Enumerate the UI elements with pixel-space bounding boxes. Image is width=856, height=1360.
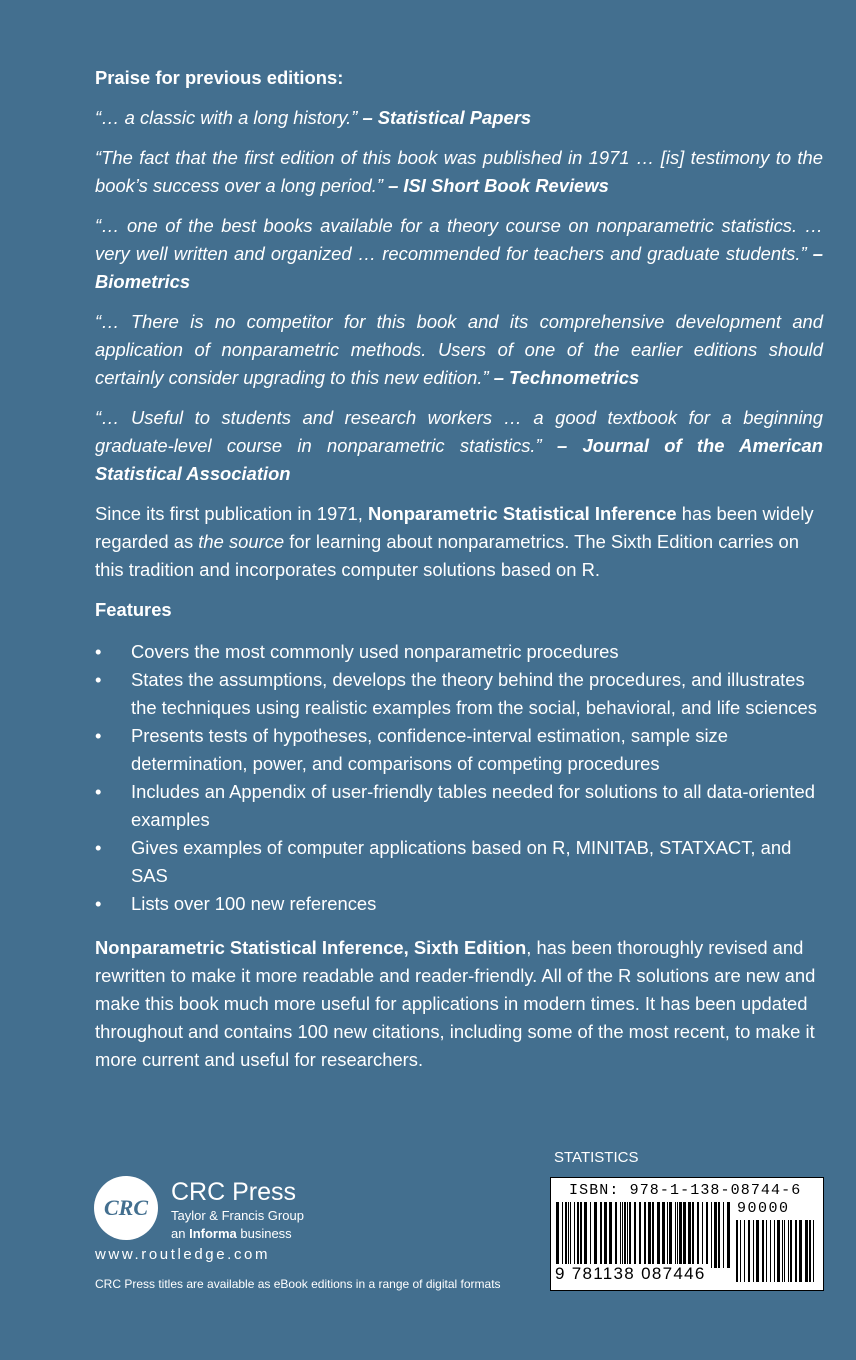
quote-source: – Journal of the American Statistical Association bbox=[95, 435, 823, 484]
barcode-bar bbox=[788, 1220, 789, 1282]
quote-text: “The fact that the first edition of this book was published in 1971 … [is] testimony to the book’s success over a long period.” bbox=[95, 147, 823, 196]
quote-text: “… Useful to students and research workers … a good textbook for a beginning graduate-level course in nonparametric statistics.” bbox=[95, 407, 823, 456]
barcode-bar bbox=[657, 1202, 660, 1268]
barcode-bar bbox=[697, 1202, 699, 1268]
barcode-bar bbox=[790, 1220, 792, 1282]
barcode-bar bbox=[683, 1202, 686, 1268]
barcode-bar bbox=[590, 1202, 591, 1268]
barcode-bar bbox=[639, 1202, 641, 1268]
barcode-bar bbox=[584, 1202, 587, 1268]
quote-jasa bbox=[95, 404, 823, 488]
quote-text: “… one of the best books available for a theory course on nonparametric statistics. … very well written and organized … recommended for teachers and graduate students.” bbox=[95, 215, 823, 264]
barcode-bar bbox=[748, 1220, 750, 1282]
bullet-icon: • bbox=[95, 641, 102, 662]
barcode-bar bbox=[556, 1202, 559, 1268]
quote-source: – Biometrics bbox=[95, 243, 823, 292]
business-suffix: business bbox=[236, 1226, 292, 1241]
quote-source: – ISI Short Book Reviews bbox=[388, 175, 609, 196]
quote-text: “… a classic with a long history.” bbox=[95, 107, 358, 128]
barcode-bar bbox=[762, 1220, 764, 1282]
intro-paragraph bbox=[95, 500, 823, 584]
feature-text: Presents tests of hypotheses, confidence-interval estimation, sample size determination, power, and comparisons of competing procedures bbox=[131, 725, 728, 774]
feature-text: States the assumptions, develops the theory behind the procedures, and illustrates the techniques using realistic examples from the social, behavioral, and life sciences bbox=[131, 669, 817, 718]
subject-category: STATISTICS bbox=[554, 1149, 639, 1166]
intro-part1: Since its first publication in 1971, bbox=[95, 503, 368, 524]
barcode-bar bbox=[644, 1202, 646, 1268]
business-name: Informa bbox=[189, 1226, 237, 1241]
barcode-digits: 9 781138 087446 bbox=[555, 1264, 706, 1283]
barcode-bar bbox=[604, 1202, 607, 1268]
isbn-barcode bbox=[550, 1177, 824, 1291]
barcode-bars bbox=[555, 1202, 731, 1268]
publisher-name: CRC Press bbox=[171, 1178, 297, 1206]
barcode-bar bbox=[813, 1220, 814, 1282]
quote-text: “… There is no competitor for this book and its comprehensive development and application of nonparametric methods. Users of one of the earlier editions should certainly consider upgrading to this new edition.” bbox=[95, 311, 823, 388]
barcode-bar bbox=[805, 1220, 808, 1282]
publisher-logo bbox=[94, 1176, 394, 1246]
summary-paragraph bbox=[95, 934, 823, 1074]
features-list bbox=[95, 638, 823, 918]
barcode-bar bbox=[782, 1220, 783, 1282]
barcode-bar bbox=[723, 1202, 724, 1268]
ebook-note: CRC Press titles are available as eBook editions in a range of digital formats bbox=[95, 1277, 501, 1291]
features-heading: Features bbox=[95, 599, 172, 620]
barcode-bar bbox=[634, 1202, 636, 1268]
intro-book-title: Nonparametric Statistical Inference bbox=[367, 503, 677, 524]
barcode-bar bbox=[714, 1202, 717, 1268]
barcode-bar bbox=[652, 1202, 654, 1268]
list-item bbox=[95, 890, 823, 918]
publisher-business bbox=[171, 1226, 292, 1242]
quote-technometrics bbox=[95, 308, 823, 392]
barcode-bar bbox=[609, 1202, 612, 1268]
bullet-icon: • bbox=[95, 669, 102, 690]
barcode-bar bbox=[718, 1202, 720, 1268]
barcode-bar bbox=[568, 1202, 569, 1268]
bullet-icon: • bbox=[95, 837, 102, 858]
quote-source: – Statistical Papers bbox=[362, 107, 532, 128]
barcode-bar bbox=[675, 1202, 676, 1268]
barcode-bar bbox=[594, 1202, 597, 1268]
barcode-bar bbox=[688, 1202, 691, 1268]
quote-source: – Technometrics bbox=[493, 367, 640, 388]
barcode-bar bbox=[565, 1202, 567, 1268]
barcode-bar bbox=[770, 1220, 771, 1282]
barcode-bar bbox=[648, 1202, 651, 1268]
barcode-bar bbox=[622, 1202, 623, 1268]
barcode-bar bbox=[677, 1202, 678, 1268]
list-item bbox=[95, 666, 823, 722]
barcode-bar bbox=[669, 1202, 672, 1268]
barcode-bar bbox=[706, 1202, 708, 1268]
barcode-bar bbox=[627, 1202, 628, 1268]
quote-isi-short-book-reviews bbox=[95, 144, 823, 200]
barcode-bar bbox=[570, 1202, 571, 1268]
quote-statistical-papers bbox=[95, 104, 823, 132]
praise-heading: Praise for previous editions: bbox=[95, 67, 344, 88]
barcode-bar bbox=[809, 1220, 811, 1282]
barcode-bar bbox=[766, 1220, 767, 1282]
barcode-bar bbox=[692, 1202, 694, 1268]
barcode-bar bbox=[662, 1202, 665, 1268]
list-item bbox=[95, 638, 823, 666]
business-prefix: an bbox=[171, 1226, 190, 1241]
barcode-bar bbox=[620, 1202, 621, 1268]
isbn-number: ISBN: 978-1-138-08744-6 bbox=[569, 1182, 802, 1199]
barcode-bar bbox=[702, 1202, 703, 1268]
barcode-bar bbox=[629, 1202, 631, 1268]
bullet-icon: • bbox=[95, 725, 102, 746]
barcode-bar bbox=[600, 1202, 602, 1268]
barcode-bar bbox=[711, 1202, 712, 1268]
publisher-group: Taylor & Francis Group bbox=[171, 1208, 304, 1223]
feature-text: Lists over 100 new references bbox=[131, 893, 377, 914]
barcode-bar bbox=[753, 1220, 754, 1282]
crc-logo-icon: CRC bbox=[94, 1176, 158, 1240]
quote-biometrics bbox=[95, 212, 823, 296]
barcode-bar bbox=[574, 1202, 575, 1268]
list-item bbox=[95, 722, 823, 778]
bullet-icon: • bbox=[95, 893, 102, 914]
intro-emphasis: the source bbox=[198, 531, 285, 552]
barcode-bar bbox=[784, 1220, 785, 1282]
feature-text: Gives examples of computer applications based on R, MINITAB, STATXACT, and SAS bbox=[131, 837, 792, 886]
barcode-bar bbox=[795, 1220, 797, 1282]
publisher-website: www.routledge.com bbox=[95, 1246, 271, 1263]
barcode-bar bbox=[679, 1202, 682, 1268]
barcode-bar bbox=[756, 1220, 759, 1282]
barcode-bar bbox=[774, 1220, 775, 1282]
price-addon-number: 90000 bbox=[737, 1200, 790, 1217]
summary-text: , has been thoroughly revised and rewritten to make it more readable and reader-friendly. All of the R solutions are new and make this book much more useful for applications in modern times. It has been updated throughout and contains 100 new citations, including some of the most recent, to make it more current and useful for researchers. bbox=[95, 937, 816, 1070]
barcode-bar bbox=[580, 1202, 582, 1268]
intro-part3: for learning about nonparametrics. The Sixth Edition carries on this tradition and incorporates computer solutions based on R. bbox=[95, 531, 800, 580]
barcode-bar bbox=[615, 1202, 617, 1268]
list-item bbox=[95, 778, 823, 834]
summary-title: Nonparametric Statistical Inference, Sixth Edition bbox=[95, 937, 527, 958]
barcode-bar bbox=[667, 1202, 668, 1268]
barcode-bar bbox=[744, 1220, 745, 1282]
intro-part2: has been widely regarded as bbox=[95, 503, 814, 552]
barcode-bar bbox=[562, 1202, 563, 1268]
feature-text: Covers the most commonly used nonparametric procedures bbox=[131, 641, 619, 662]
list-item bbox=[95, 834, 823, 890]
barcode-bar bbox=[736, 1220, 738, 1282]
barcode-bar bbox=[577, 1202, 579, 1268]
barcode-bar bbox=[727, 1202, 730, 1268]
addon-barcode-bars bbox=[735, 1220, 817, 1282]
barcode-bar bbox=[777, 1220, 780, 1282]
barcode-bar bbox=[624, 1202, 626, 1268]
barcode-bar bbox=[799, 1220, 802, 1282]
back-cover-text bbox=[95, 64, 823, 1086]
feature-text: Includes an Appendix of user-friendly tables needed for solutions to all data-oriented examples bbox=[131, 781, 815, 830]
barcode-bar bbox=[740, 1220, 741, 1282]
bullet-icon: • bbox=[95, 781, 102, 802]
